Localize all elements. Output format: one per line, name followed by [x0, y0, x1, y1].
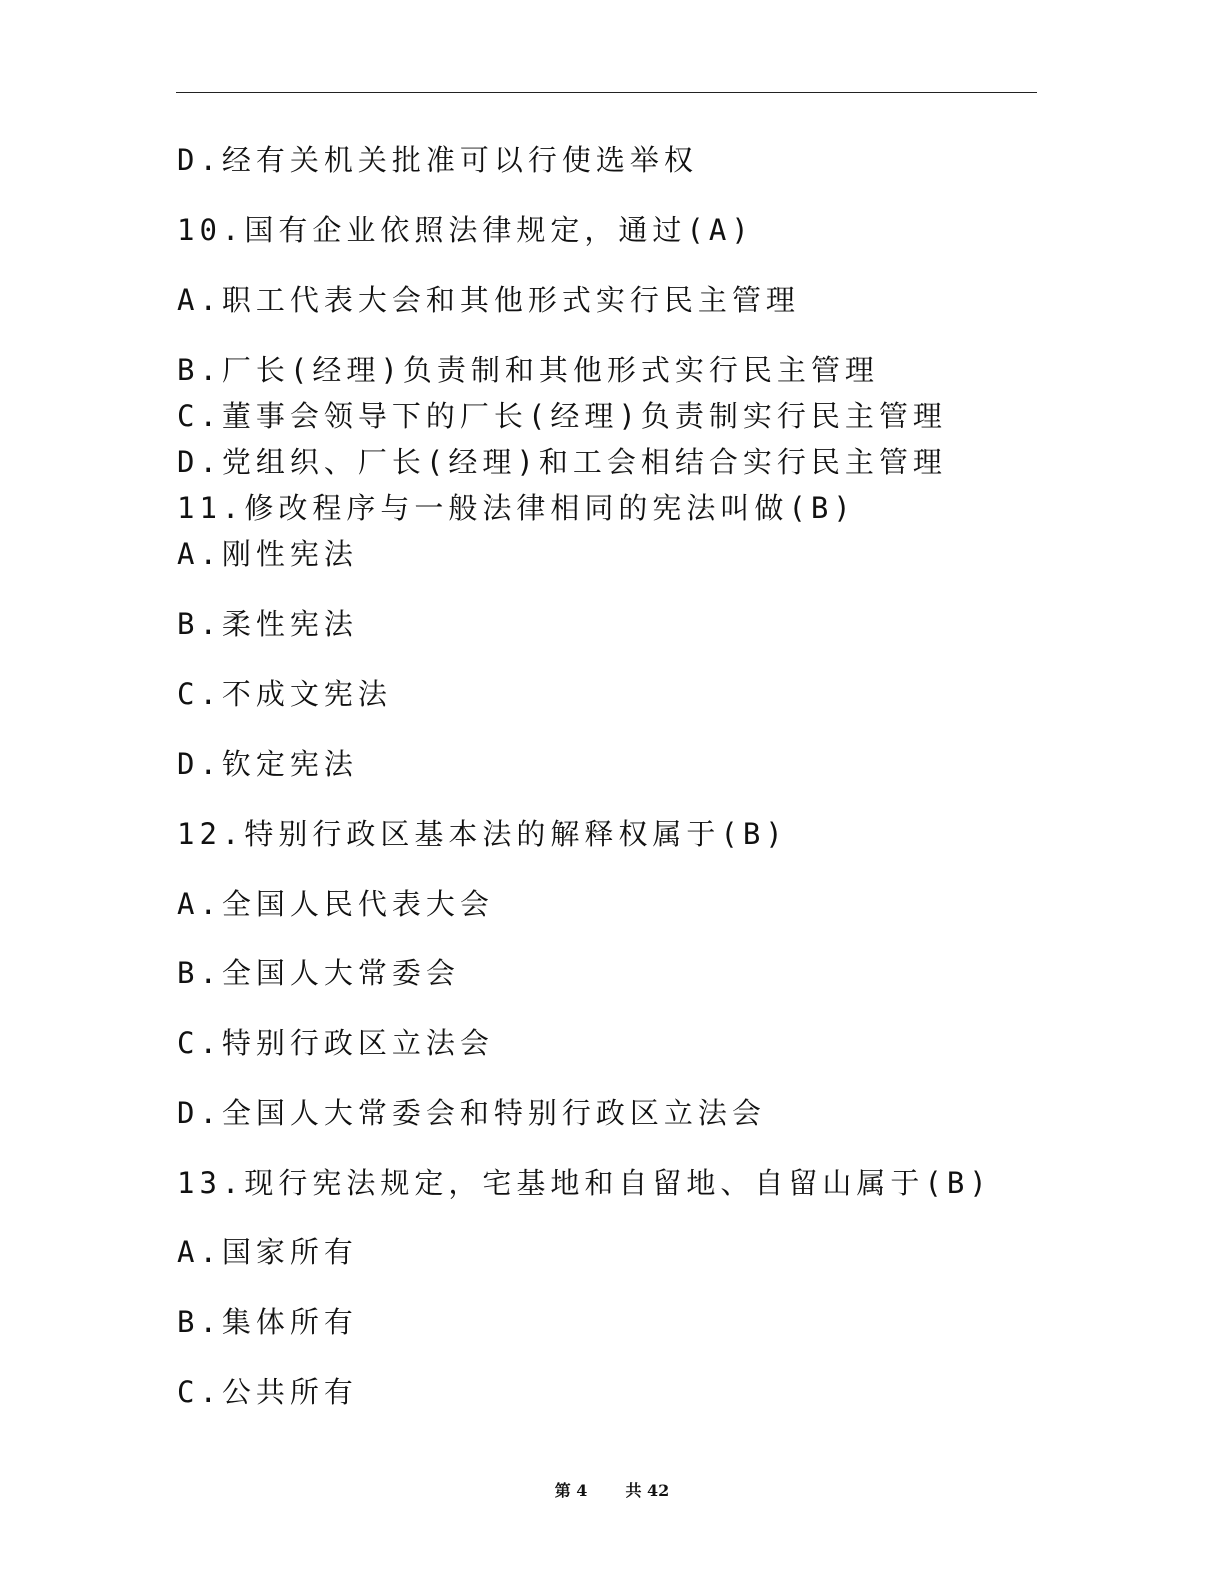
question-12-option-a: A.全国人民代表大会 — [177, 887, 494, 921]
question-13-option-a: A.国家所有 — [177, 1235, 358, 1269]
question-9-option-d: D.经有关机关批准可以行使选举权 — [177, 143, 698, 177]
question-10-option-c: C.董事会领导下的厂长(经理)负责制实行民主管理 — [177, 399, 947, 433]
question-13-option-c: C.公共所有 — [177, 1375, 358, 1409]
question-12-option-b: B.全国人大常委会 — [177, 956, 460, 990]
page-total: 共 42 — [625, 1481, 670, 1500]
question-11-option-b: B.柔性宪法 — [177, 607, 358, 641]
question-11-option-d: D.钦定宪法 — [177, 747, 358, 781]
question-13-option-b: B.集体所有 — [177, 1305, 358, 1339]
question-11-option-a: A.刚性宪法 — [177, 537, 358, 571]
question-10-stem: 10.国有企业依照法律规定，通过(A) — [177, 213, 754, 247]
question-11-option-c: C.不成文宪法 — [177, 677, 392, 711]
page-footer — [0, 1478, 1224, 1501]
question-13-stem: 13.现行宪法规定，宅基地和自留地、自留山属于(B) — [177, 1166, 992, 1200]
question-12-stem: 12.特别行政区基本法的解释权属于(B) — [177, 817, 788, 851]
question-10-option-b: B.厂长(经理)负责制和其他形式实行民主管理 — [177, 353, 879, 387]
question-11-stem: 11.修改程序与一般法律相同的宪法叫做(B) — [177, 491, 856, 525]
header-rule — [176, 92, 1037, 93]
question-10-option-d: D.党组织、厂长(经理)和工会相结合实行民主管理 — [177, 445, 947, 479]
page-number: 第 4 — [554, 1481, 588, 1500]
question-12-option-c: C.特别行政区立法会 — [177, 1026, 494, 1060]
question-10-option-a: A.职工代表大会和其他形式实行民主管理 — [177, 283, 800, 317]
question-12-option-d: D.全国人大常委会和特别行政区立法会 — [177, 1096, 766, 1130]
